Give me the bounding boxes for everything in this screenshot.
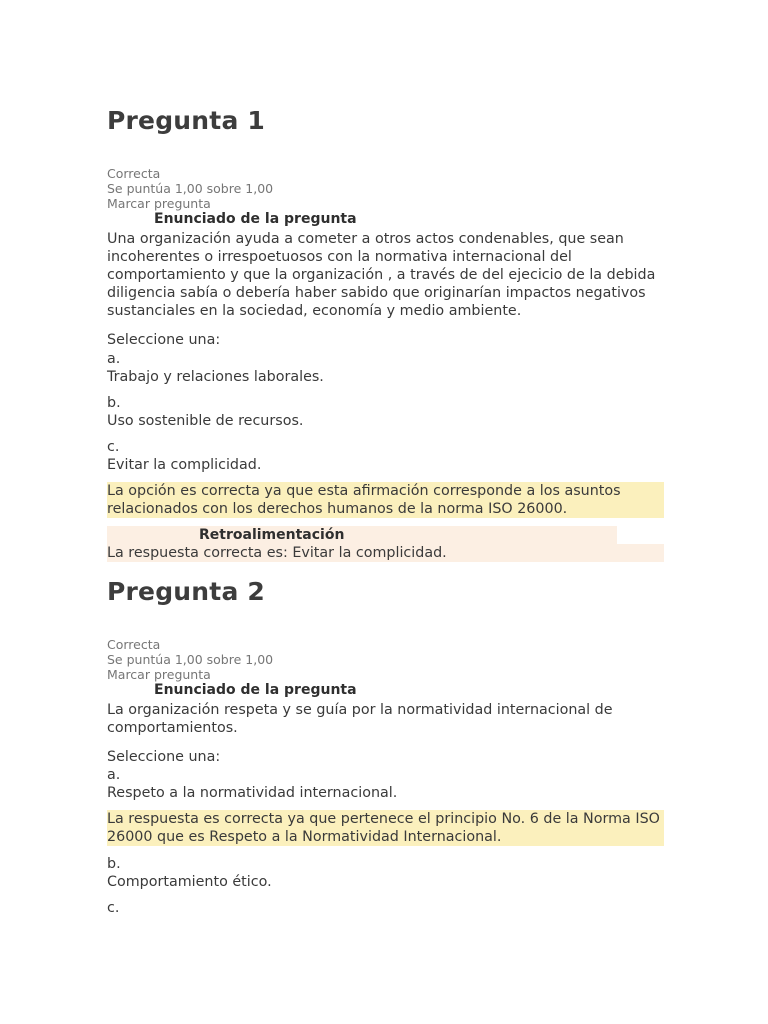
question-1-statement-label: Enunciado de la pregunta: [154, 211, 357, 227]
question-2-specific-feedback: La respuesta es correcta ya que pertenece el principio No. 6 de la Norma ISO 26000 que es Respeto a la Normatividad Internacional.: [107, 810, 664, 846]
question-2-grade: Se puntúa 1,00 sobre 1,00: [107, 652, 274, 667]
question-1-option-a-text[interactable]: Trabajo y relaciones laborales.: [107, 369, 324, 385]
question-1-title: Pregunta 1: [107, 106, 266, 135]
question-1-statement: Una organización ayuda a cometer a otros actos condenables, que sean incoherentes o irrespoetuosos con la normativa internacional del comportamiento y que la organización , a través de del ejecicio de la debida diligencia sabía o debería haber sabido que originarían impactos negativos sustanciales en la sociedad, economía y medio ambiente.: [107, 231, 656, 319]
question-2-option-b-letter[interactable]: b.: [107, 856, 121, 872]
question-1-option-b-text[interactable]: Uso sostenible de recursos.: [107, 413, 304, 429]
question-2-statement: La organización respeta y se guía por la normatividad internacional de comportamientos.: [107, 702, 613, 736]
question-2-title: Pregunta 2: [107, 577, 266, 606]
question-2-state: Correcta: [107, 637, 161, 652]
question-2-option-a-letter[interactable]: a.: [107, 767, 121, 783]
question-2-option-c-letter[interactable]: c.: [107, 900, 120, 916]
question-1-option-b-letter[interactable]: b.: [107, 395, 121, 411]
question-1-option-c-letter[interactable]: c.: [107, 439, 120, 455]
question-1-right-answer: La respuesta correcta es: Evitar la complicidad.: [107, 544, 664, 562]
question-1-feedback-label: Retroalimentación: [199, 527, 345, 543]
question-2-option-b-text[interactable]: Comportamiento ético.: [107, 874, 272, 890]
question-2-flag-link[interactable]: Marcar pregunta: [107, 667, 211, 682]
question-1-state: Correcta: [107, 166, 161, 181]
question-2-statement-label: Enunciado de la pregunta: [154, 682, 357, 698]
question-1-prompt: Seleccione una:: [107, 332, 221, 348]
question-1-feedback-header: [107, 526, 617, 544]
question-2-prompt: Seleccione una:: [107, 749, 221, 765]
question-1-specific-feedback: La opción es correcta ya que esta afirmación corresponde a los asuntos relacionados con los derechos humanos de la norma ISO 26000.: [107, 482, 664, 518]
question-2-option-a-text[interactable]: Respeto a la normatividad internacional.: [107, 785, 398, 801]
question-1-option-c-text[interactable]: Evitar la complicidad.: [107, 457, 262, 473]
question-1-grade: Se puntúa 1,00 sobre 1,00: [107, 181, 274, 196]
question-1-flag-link[interactable]: Marcar pregunta: [107, 196, 211, 211]
question-1-option-a-letter[interactable]: a.: [107, 351, 121, 367]
